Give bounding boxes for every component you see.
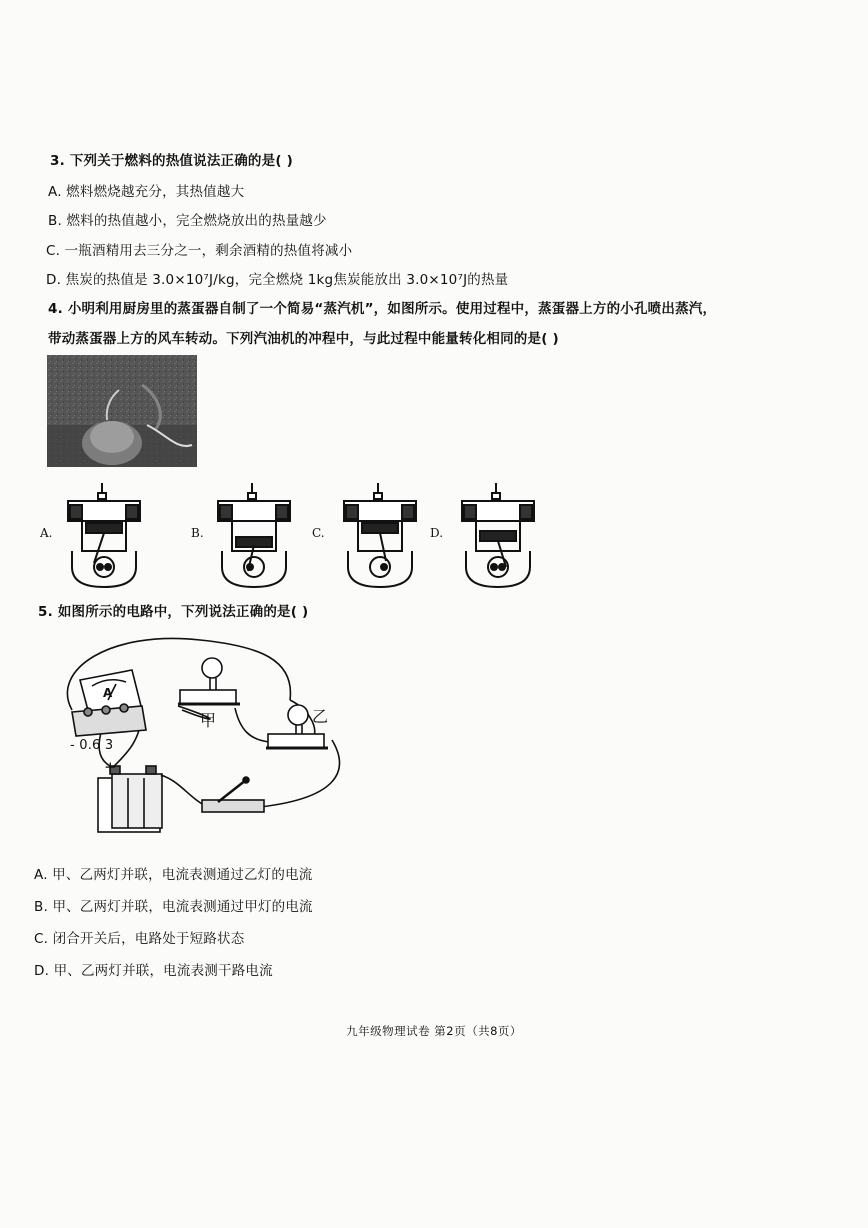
engine-label-a: A. [40, 526, 53, 540]
q3-stem: 3. 下列关于燃料的热值说法正确的是( ) [50, 153, 293, 169]
q5-stem: 5. 如图所示的电路中，下列说法正确的是( ) [38, 604, 309, 620]
q4-stem-line1: 4. 小明利用厨房里的蒸蛋器自制了一个简易“蒸汽机”，如图所示。使用过程中，蒸蛋器上方的小孔喷出蒸汽， [48, 301, 717, 317]
engine-label-d: D. [430, 526, 444, 540]
ammeter-label: A [103, 686, 113, 700]
steam-engine-photo [47, 355, 197, 467]
engine-label-c: C. [312, 526, 325, 540]
q5-option-b: B. 甲、乙两灯并联，电流表测通过甲灯的电流 [34, 899, 313, 915]
q5-option-a: A. 甲、乙两灯并联，电流表测通过乙灯的电流 [34, 867, 313, 883]
q5-option-c: C. 闭合开关后，电路处于短路状态 [34, 931, 245, 947]
engine-stroke-diagrams [30, 475, 540, 590]
ammeter-terminals: - 0.6 3 [70, 738, 114, 753]
engine-c [344, 483, 416, 587]
engine-a [68, 483, 140, 587]
page-footer: 九年级物理试卷 第2页（共8页） [346, 1024, 522, 1038]
battery-plus: + [104, 758, 117, 776]
engine-label-b: B. [191, 526, 204, 540]
q3-option-d: D. 焦炭的热值是 3.0×10⁷J/kg，完全燃烧 1kg焦炭能放出 3.0×10⁷J的热量 [46, 272, 509, 288]
lamp-yi-label: 乙 [312, 707, 329, 726]
q3-option-c: C. 一瓶酒精用去三分之一，剩余酒精的热值将减小 [46, 243, 353, 259]
q3-option-b: B. 燃料的热值越小，完全燃烧放出的热量越少 [48, 213, 327, 229]
q4-stem-line2: 带动蒸蛋器上方的风车转动。下列汽油机的冲程中，与此过程中能量转化相同的是( ) [48, 331, 559, 347]
q5-option-d: D. 甲、乙两灯并联，电流表测干路电流 [34, 963, 273, 979]
engine-d [462, 483, 534, 587]
battery-minus: - [160, 766, 166, 784]
engine-b [218, 483, 290, 587]
circuit-diagram [50, 630, 360, 840]
q3-option-a: A. 燃料燃烧越充分，其热值越大 [48, 184, 245, 200]
lamp-jia-label: 甲 [200, 711, 217, 730]
